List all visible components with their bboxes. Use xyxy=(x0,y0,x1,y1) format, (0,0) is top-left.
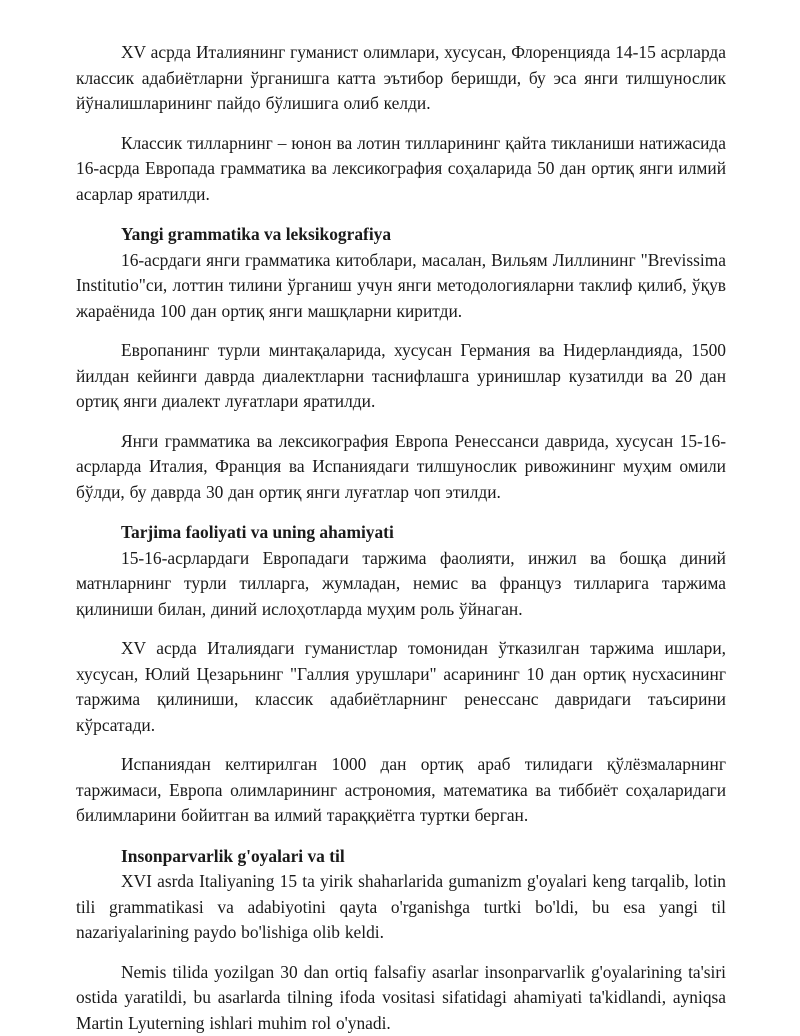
paragraph: XV асрда Италиянинг гуманист олимлари, хусусан, Флоренцияда 14-15 асрларда классик адабиётларни ўрганишга катта эътибор беришди, бу эса янги тилшунослик йўналишларининг пайдо бўлишига олиб келди. xyxy=(76,40,726,117)
paragraph: Испаниядан келтирилган 1000 дан ортиқ араб тилидаги қўлёзмаларнинг таржимаси, Европа олимларининг астрономия, математика ва тиббиёт соҳаларидаги билимларини бойитган ва илмий тараққиётга туртки берган. xyxy=(76,752,726,829)
paragraph: XV асрда Италиядаги гуманистлар томонидан ўтказилган таржима ишлари, хусусан, Юлий Цезарьнинг "Галлия урушлари" асарининг 10 дан ортиқ нусхасининг таржима қилиниши, классик адабиётларнинг ренессанс давридаги таъсирини кўрсатади. xyxy=(76,636,726,738)
section-heading: Tarjima faoliyati va uning ahamiyati xyxy=(76,520,726,546)
section-heading: Insonparvarlik g'oyalari va til xyxy=(76,844,726,870)
document-page xyxy=(76,40,726,1036)
paragraph: Янги грамматика ва лексикография Европа Ренессанси даврида, хусусан 15-16-асрларда Италия, Франция ва Испаниядаги тилшунослик ривожининг муҳим омили бўлди, бу даврда 30 дан ортиқ янги луғатлар чоп этилди. xyxy=(76,429,726,506)
paragraph: 16-асрдаги янги грамматика китоблари, масалан, Вильям Лиллининг "Brevissima Institutio"си, лоттин тилини ўрганиш учун янги методологияларни таклиф қилиб, ўқув жараёнида 100 дан ортиқ янги машқларни киритди. xyxy=(76,248,726,325)
paragraph: Классик тилларнинг – юнон ва лотин тилларининг қайта тикланиши натижасида 16-асрда Европада грамматика ва лексикография соҳаларида 50 дан ортиқ янги илмий асарлар яратилди. xyxy=(76,131,726,208)
section-heading: Yangi grammatika va leksikografiya xyxy=(76,222,726,248)
paragraph: Nemis tilida yozilgan 30 dan ortiq falsafiy asarlar insonparvarlik g'oyalarining ta'siri ostida yaratildi, bu asarlarda tilning ifoda vositasi sifatidagi ahamiyati ta'kidlandi, ayniqsa Martin Lyuterning ishlari muhim rol o'ynadi. xyxy=(76,960,726,1036)
paragraph: 15-16-асрлардаги Европадаги таржима фаолияти, инжил ва бошқа диний матнларнинг турли тилларга, жумладан, немис ва француз тилларига таржима қилиниши билан, диний ислоҳотларда муҳим роль ўйнаган. xyxy=(76,546,726,623)
paragraph: XVI asrda Italiyaning 15 ta yirik shaharlarida gumanizm g'oyalari keng tarqalib, lotin tili grammatikasi va adabiyotini qayta o'rganishga turtki bo'ldi, bu esa yangi til nazariyalarining paydo bo'lishiga olib keldi. xyxy=(76,869,726,946)
paragraph: Европанинг турли минтақаларида, хусусан Германия ва Нидерландияда, 1500 йилдан кейинги даврда диалектларни таснифлашга уринишлар кузатилди ва 20 дан ортиқ янги диалект луғатлари яратилди. xyxy=(76,338,726,415)
